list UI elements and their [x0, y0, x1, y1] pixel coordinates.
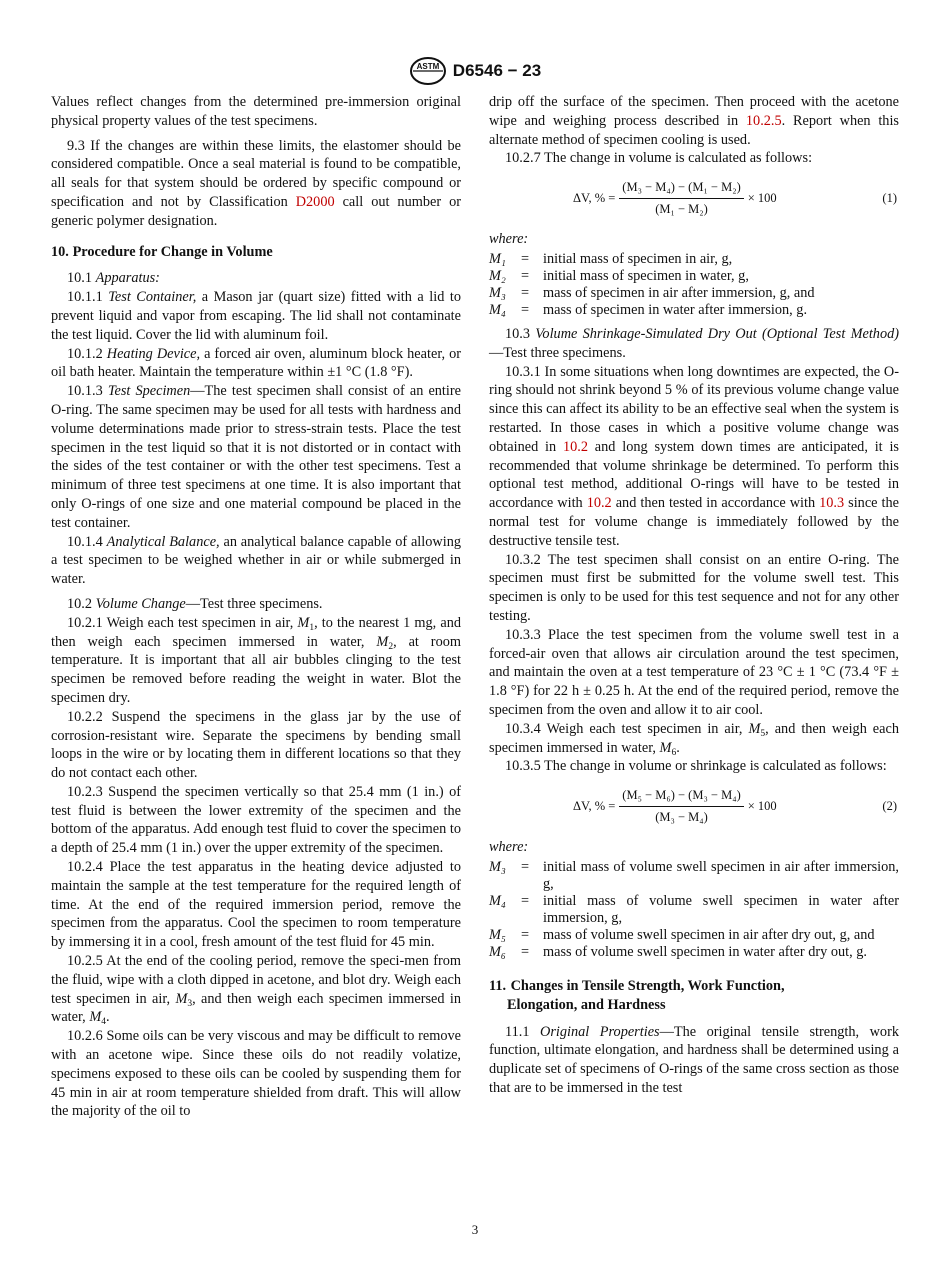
link-10-2[interactable]: 10.2: [586, 495, 612, 512]
left-column: [51, 93, 461, 1121]
paragraph-10-2-3: 10.2.3 Suspend the specimen vertically so that 25.4 mm (1 in.) of test fluid is between the lower extremity of the specimen and the bottom of the apparatus. Add enough test fluid to cover the specimen to a depth of 25.4 mm (1 in.) over the upper extremity of the specimen.: [51, 783, 461, 857]
section-heading-10: 10. Procedure for Change in Volume: [51, 243, 273, 260]
equation-1: [489, 176, 899, 220]
paragraph-10-2-2: 10.2.2 Suspend the specimens in the glass jar by the use of corrosion-resistant wire. Separate the specimens by bending small loops in the wire or by locating them in different locations so that they do not contact each other.: [51, 708, 461, 782]
definitions-1: [489, 251, 899, 319]
definition-row: M₁ = initial mass of specimen in air, g,: [489, 250, 733, 267]
paragraph-10-1-2: 10.1.2 Heating Device, a forced air oven, aluminum block heater, or oil bath heater. Maintain the temperature within ±1 °C (1.8 °F).: [51, 345, 461, 381]
definition-row: M₅ = mass of volume swell specimen in air after dry out, g, and: [489, 926, 875, 943]
document-designation: D6546 − 23: [452, 61, 542, 80]
astm-logo-icon: [409, 56, 447, 86]
equation-1-denominator: (M₁ − M₂): [655, 201, 708, 216]
paragraph-10-3-5: 10.3.5 The change in volume or shrinkage is calculated as follows:: [505, 758, 887, 775]
equation-1-lhs: ΔV, % =: [573, 190, 616, 205]
equation-2-fraction: [619, 786, 743, 827]
paragraph-10-3-2: 10.3.2 The test specimen shall consist on an entire O-ring. The specimen must first be submitted for the volume swell test. This specimen is only to be used for this test sequence and not for any other testing.: [489, 551, 899, 624]
paragraph-10-3-3: 10.3.3 Place the test specimen from the volume swell test in a forced-air oven that allows air circulation around the test specimen, and maintain the oven at a test temperature of 23 °C ± 1 °C (73.4 °F ± 1.8 °F) for 22 h ± 0.25 h. At the end of the required period, remove the specimen from the oven and allow it to air cool.: [489, 626, 899, 718]
paragraph-11-1: 11.1 Original Properties—The original tensile strength, work function, ultimate elongation, and hardness shall be determined using a duplicate set of specimens of O-rings of the same cross section as those that are to be immersed in the test: [489, 1023, 899, 1096]
paragraph-10-3-1: 10.3.1 In some situations when long downtimes are expected, the O-ring should not shrink beyond 5 % of its previous volume change value since this can affect its ability to be an effective seal when the system is restarted. In those cases in which a positive volume change was obtained in 10.2 and long system down times are anticipated, it is recommended that volume shrinkage be determined. To perform this optional test method, additional O-rings will have to be tested in accordance with 10.2 and then tested in accordance with 10.3 since the normal test for volume change is immediately followed by the destructive tensile test.: [489, 363, 899, 549]
paragraph-10-2-6: 10.2.6 Some oils can be very viscous and may be difficult to remove with an acetone wipe. Since these oils do not readily volatize, specimens exposed to these oils can be cooled by suspending them for 45 min in air at room temperature shielded from draft. This will allow the majority of the oil to: [51, 1028, 461, 1120]
definition-row: M₃ = mass of specimen in air after immersion, g, and: [489, 284, 815, 301]
link-10-3[interactable]: 10.3: [819, 495, 845, 512]
link-10-2-5[interactable]: 10.2.5: [745, 112, 782, 129]
svg-text:ASTM: ASTM: [416, 62, 440, 71]
paragraph-10-2-4: 10.2.4 Place the test apparatus in the heating device adjusted to maintain the sample at the test temperature for the required length of time. At the end of the required immersion period, remove the specimen from the apparatus. Cool the specimen to room temperature by immersing it in a cool, fresh amount of the test fluid for 45 min.: [51, 859, 461, 951]
equation-2-label: (2): [882, 799, 897, 814]
where-label-1: where:: [489, 231, 529, 248]
definitions-2: [489, 859, 899, 961]
definition-row: M₃ = initial mass of volume swell specimen in air after immersion, g,: [489, 858, 899, 892]
paragraph-values: Values reflect changes from the determined pre-immersion original physical property values of the test specimens.: [51, 94, 461, 129]
paragraph-10-2-5: 10.2.5 At the end of the cooling period, remove the speci-men from the fluid, wipe with a cloth dipped in acetone, and blot dry. Weigh each test specimen in air, $M_3$, and then weigh each specimen immersed in water, $M_4$.: [51, 953, 462, 1028]
paragraph-10-3-4: 10.3.4 Weigh each test specimen in air, $M_5$, and then weigh each specimen immersed in water, $M_6$.: [489, 720, 899, 758]
paragraph-10-3: 10.3 Volume Shrinkage-Simulated Dry Out (Optional Test Method)—Test three specimens.: [489, 325, 899, 361]
where-label-2: where:: [489, 839, 529, 856]
paragraph-10-1-3: 10.1.3 Test Specimen—The test specimen shall consist of an entire O-ring. The same specimen may be used for all tests with hardness and volume determinations made prior to stress-strain tests. Place the test specimen in the test liquid so that it is not distorted or in contact with the sides of the test container or with the other test specimens. Test a minimum of three test specimens at one time. It is also important that only O-rings of one size and one material compound be placed in the test container.: [51, 383, 461, 531]
section-heading-11: 11. Changes in Tensile Strength, Work Function, Elongation, and Hardness: [489, 977, 785, 1013]
paragraph-9-3: 9.3 If the changes are within these limits, the elastomer should be considered compatible. Once a seal material is found to be compatible, all seals for that system should be ordered by specific compound or specification and not by Classification D2000 call out number or generic polymer designation.: [51, 137, 461, 229]
equation-1-fraction: [619, 178, 743, 219]
link-10-2[interactable]: 10.2: [562, 438, 588, 455]
equation-1-label: (1): [882, 191, 897, 206]
equation-2: [489, 784, 899, 828]
definition-row: M₂ = initial mass of specimen in water, g,: [489, 267, 749, 284]
equation-1-multiplier: × 100: [747, 190, 777, 205]
right-column: [489, 93, 899, 1098]
paragraph-10-2-1: 10.2.1 Weigh each test specimen in air, $M_1$, to the nearest 1 mg, and then weigh each specimen immersed in water, $M_2$, at room temperature. It is important that all air bubbles clinging to the test specimen be removed before reading the weight in water. Blot the specimen dry.: [51, 614, 461, 706]
page-header: [0, 56, 950, 91]
paragraph-10-2-7: 10.2.7 The change in volume is calculated as follows:: [505, 150, 813, 167]
paragraph-10-1-4: 10.1.4 Analytical Balance, an analytical balance capable of allowing a test specimen to be weighed whether in air or while submerged in water.: [51, 533, 461, 588]
equation-2-denominator: (M₃ − M₄): [655, 809, 708, 824]
page-number: 3: [471, 1222, 479, 1237]
equation-2-numerator: (M₅ − M₆) − (M₃ − M₄): [619, 786, 743, 807]
equation-1-numerator: (M₃ − M₄) − (M₁ − M₂): [619, 178, 743, 199]
paragraph-10-1-1: 10.1.1 Test Container, a Mason jar (quart size) fitted with a lid to prevent liquid and vapor from escaping. The lid shall not contaminate the test liquid. Cover the lid with aluminum foil.: [51, 289, 462, 343]
equation-2-lhs: ΔV, % =: [573, 798, 616, 813]
paragraph-10-2-6-continued: drip off the surface of the specimen. Then proceed with the acetone wipe and weighing process described in 10.2.5. Report when this alternate method of specimen cooling is used.: [489, 94, 899, 148]
link-d2000[interactable]: D2000: [295, 193, 335, 210]
definition-row: M₆ = mass of volume swell specimen in water after dry out, g.: [489, 943, 867, 960]
definition-row: M₄ = initial mass of volume swell specimen in water after immersion, g,: [489, 892, 899, 926]
equation-2-multiplier: × 100: [747, 798, 777, 813]
paragraph-10-2: 10.2 Volume Change—Test three specimens.: [67, 595, 323, 612]
definition-row: M₄ = mass of specimen in water after immersion, g.: [489, 301, 808, 318]
paragraph-10-1: 10.1 Apparatus:: [67, 270, 160, 287]
